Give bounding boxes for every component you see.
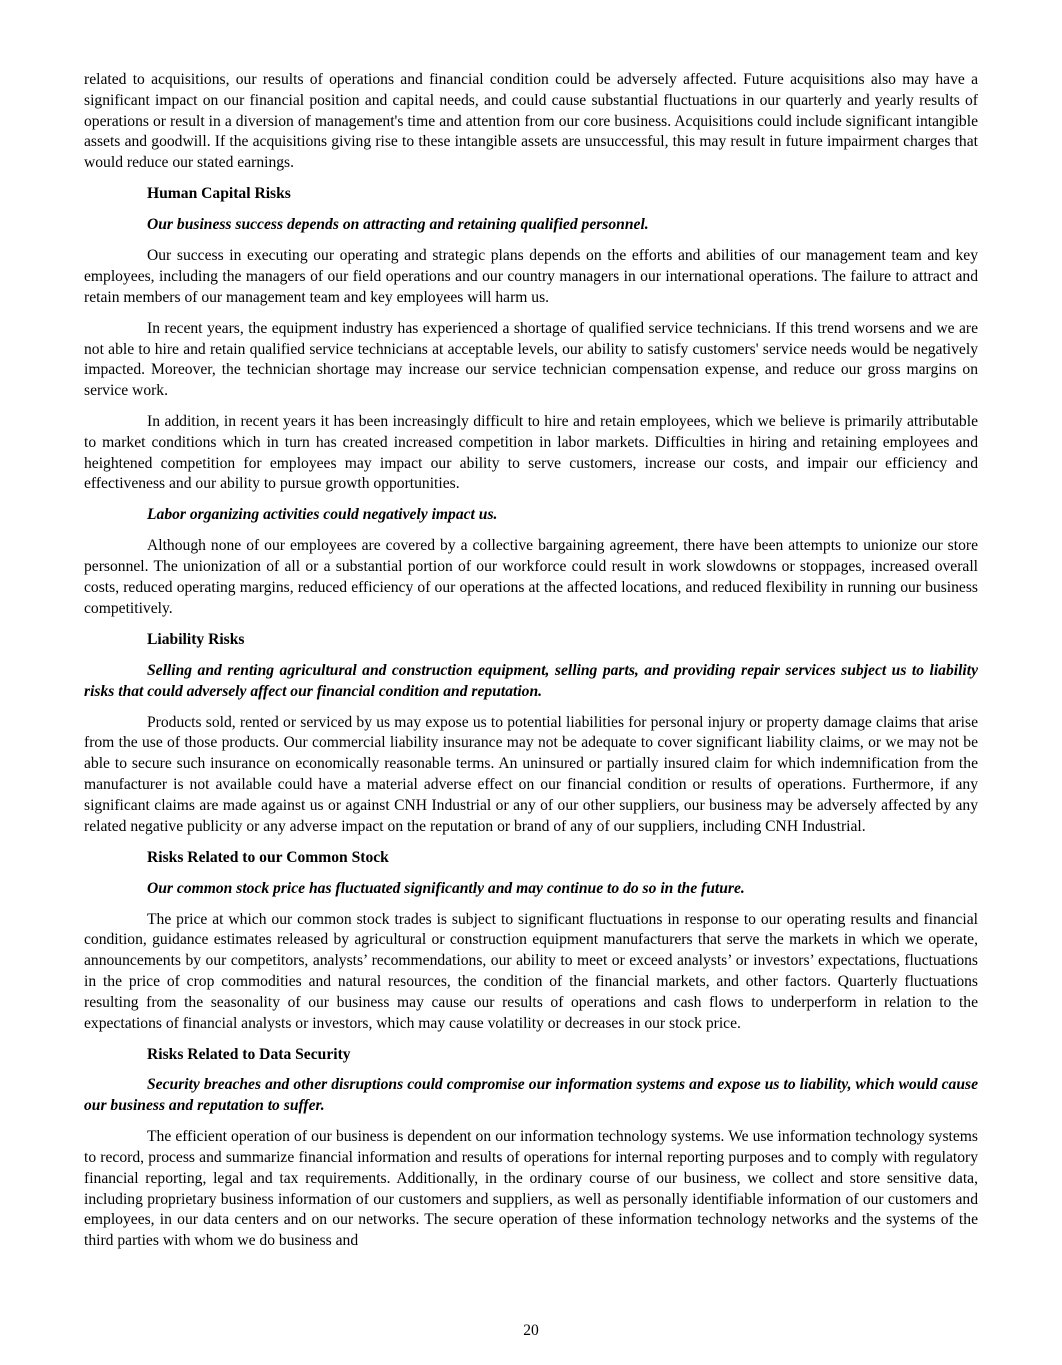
body-paragraph: Our success in executing our operating and strategic plans depends on the efforts and abilities of our management team and key employees, including the managers of our field operations and our country managers in our international operations. The failure to attract and retain members of our management team and key employees will harm us.: [84, 247, 978, 306]
section-heading: Liability Risks: [147, 630, 245, 648]
body-paragraph: The price at which our common stock trades is subject to significant fluctuations in response to our operating results and financial condition, guidance estimates released by agricultural or construction equipment manufacturers that serve the markets in which we operate, announcements by our competitors, analysts’ recommendations, our ability to meet or exceed analysts’ or investors’ expectations, fluctuations in the price of crop commodities and natural resources, the condition of the financial markets, and other factors. Quarterly fluctuations resulting from the seasonality of our business may cause our results of operations and cash flows to underperform in relation to the expectations of financial analysts or investors, which may cause volatility or decreases in our stock price.: [84, 910, 978, 1032]
document-page: [84, 70, 978, 1262]
body-paragraph: Although none of our employees are covered by a collective bargaining agreement, there have been attempts to unionize our store personnel. The unionization of all or a substantial portion of our workforce could result in work slowdowns or stoppages, increased overall costs, reduced operating margins, reduced efficiency of our operations at the affected locations, and reduced flexibility in running our business competitively.: [84, 537, 978, 617]
risk-subheading: Our business success depends on attracting and retaining qualified personnel.: [147, 216, 649, 234]
risk-subheading: Security breaches and other disruptions could compromise our information systems and expose us to liability, which would cause our business and reputation to suffer.: [84, 1076, 978, 1115]
section-heading: Human Capital Risks: [147, 185, 291, 203]
body-paragraph: Products sold, rented or serviced by us may expose us to potential liabilities for personal injury or property damage claims that arise from the use of those products. Our commercial liability insurance may not be adequate to cover significant liability claims, or we may not be able to secure such insurance on economically reasonable terms. An uninsured or partially insured claim for which indemnification from the manufacturer is not available could have a material adverse effect on our financial condition or results of operations. Furthermore, if any significant claims are made against us or against CNH Industrial or any of our other suppliers, our business may be adversely affected by any related negative publicity or any adverse impact on the reputation or brand of any of our suppliers, including CNH Industrial.: [84, 713, 978, 835]
section-heading: Risks Related to Data Security: [147, 1045, 351, 1063]
body-paragraph: related to acquisitions, our results of operations and financial condition could be adversely affected. Future acquisitions also may have a significant impact on our financial position and capital needs, and could cause substantial fluctuations in our quarterly and yearly results of operations or result in a diversion of management's time and attention from our core business. Acquisitions could include significant intangible assets and goodwill. If the acquisitions giving rise to these intangible assets are unsuccessful, this may result in future impairment charges that would reduce our stated earnings.: [84, 71, 978, 172]
risk-subheading: Labor organizing activities could negatively impact us.: [147, 506, 498, 524]
body-paragraph: In addition, in recent years it has been increasingly difficult to hire and retain employees, which we believe is primarily attributable to market conditions which in turn has created increased competition in labor markets. Difficulties in hiring and retaining employees and heightened competition for employees may impact our ability to serve customers, increase our costs, and impair our efficiency and effectiveness and our ability to pursue growth opportunities.: [84, 413, 978, 493]
page-number: 20: [523, 1322, 539, 1339]
risk-subheading: Selling and renting agricultural and construction equipment, selling parts, and providing repair services subject us to liability risks that could adversely affect our financial condition and reputation.: [84, 661, 978, 700]
body-paragraph: In recent years, the equipment industry has experienced a shortage of qualified service technicians. If this trend worsens and we are not able to hire and retain qualified service technicians at acceptable levels, our ability to satisfy customers' service needs would be negatively impacted. Moreover, the technician shortage may increase our service technician compensation expense, and reduce our gross margins on service work.: [84, 319, 978, 400]
risk-subheading: Our common stock price has fluctuated significantly and may continue to do so in the future.: [147, 879, 745, 897]
body-paragraph: The efficient operation of our business is dependent on our information technology systems. We use information technology systems to record, process and summarize financial information and results of operations for internal reporting purposes and to comply with regulatory financial reporting, legal and tax requirements. Additionally, in the ordinary course of our business, we collect and store sensitive data, including proprietary business information of our customers and suppliers, as well as personally identifiable information of our customers and employees, in our data centers and on our networks. The secure operation of these information technology networks and the systems of the third parties with whom we do business and: [84, 1128, 978, 1250]
section-heading: Risks Related to our Common Stock: [147, 848, 389, 866]
